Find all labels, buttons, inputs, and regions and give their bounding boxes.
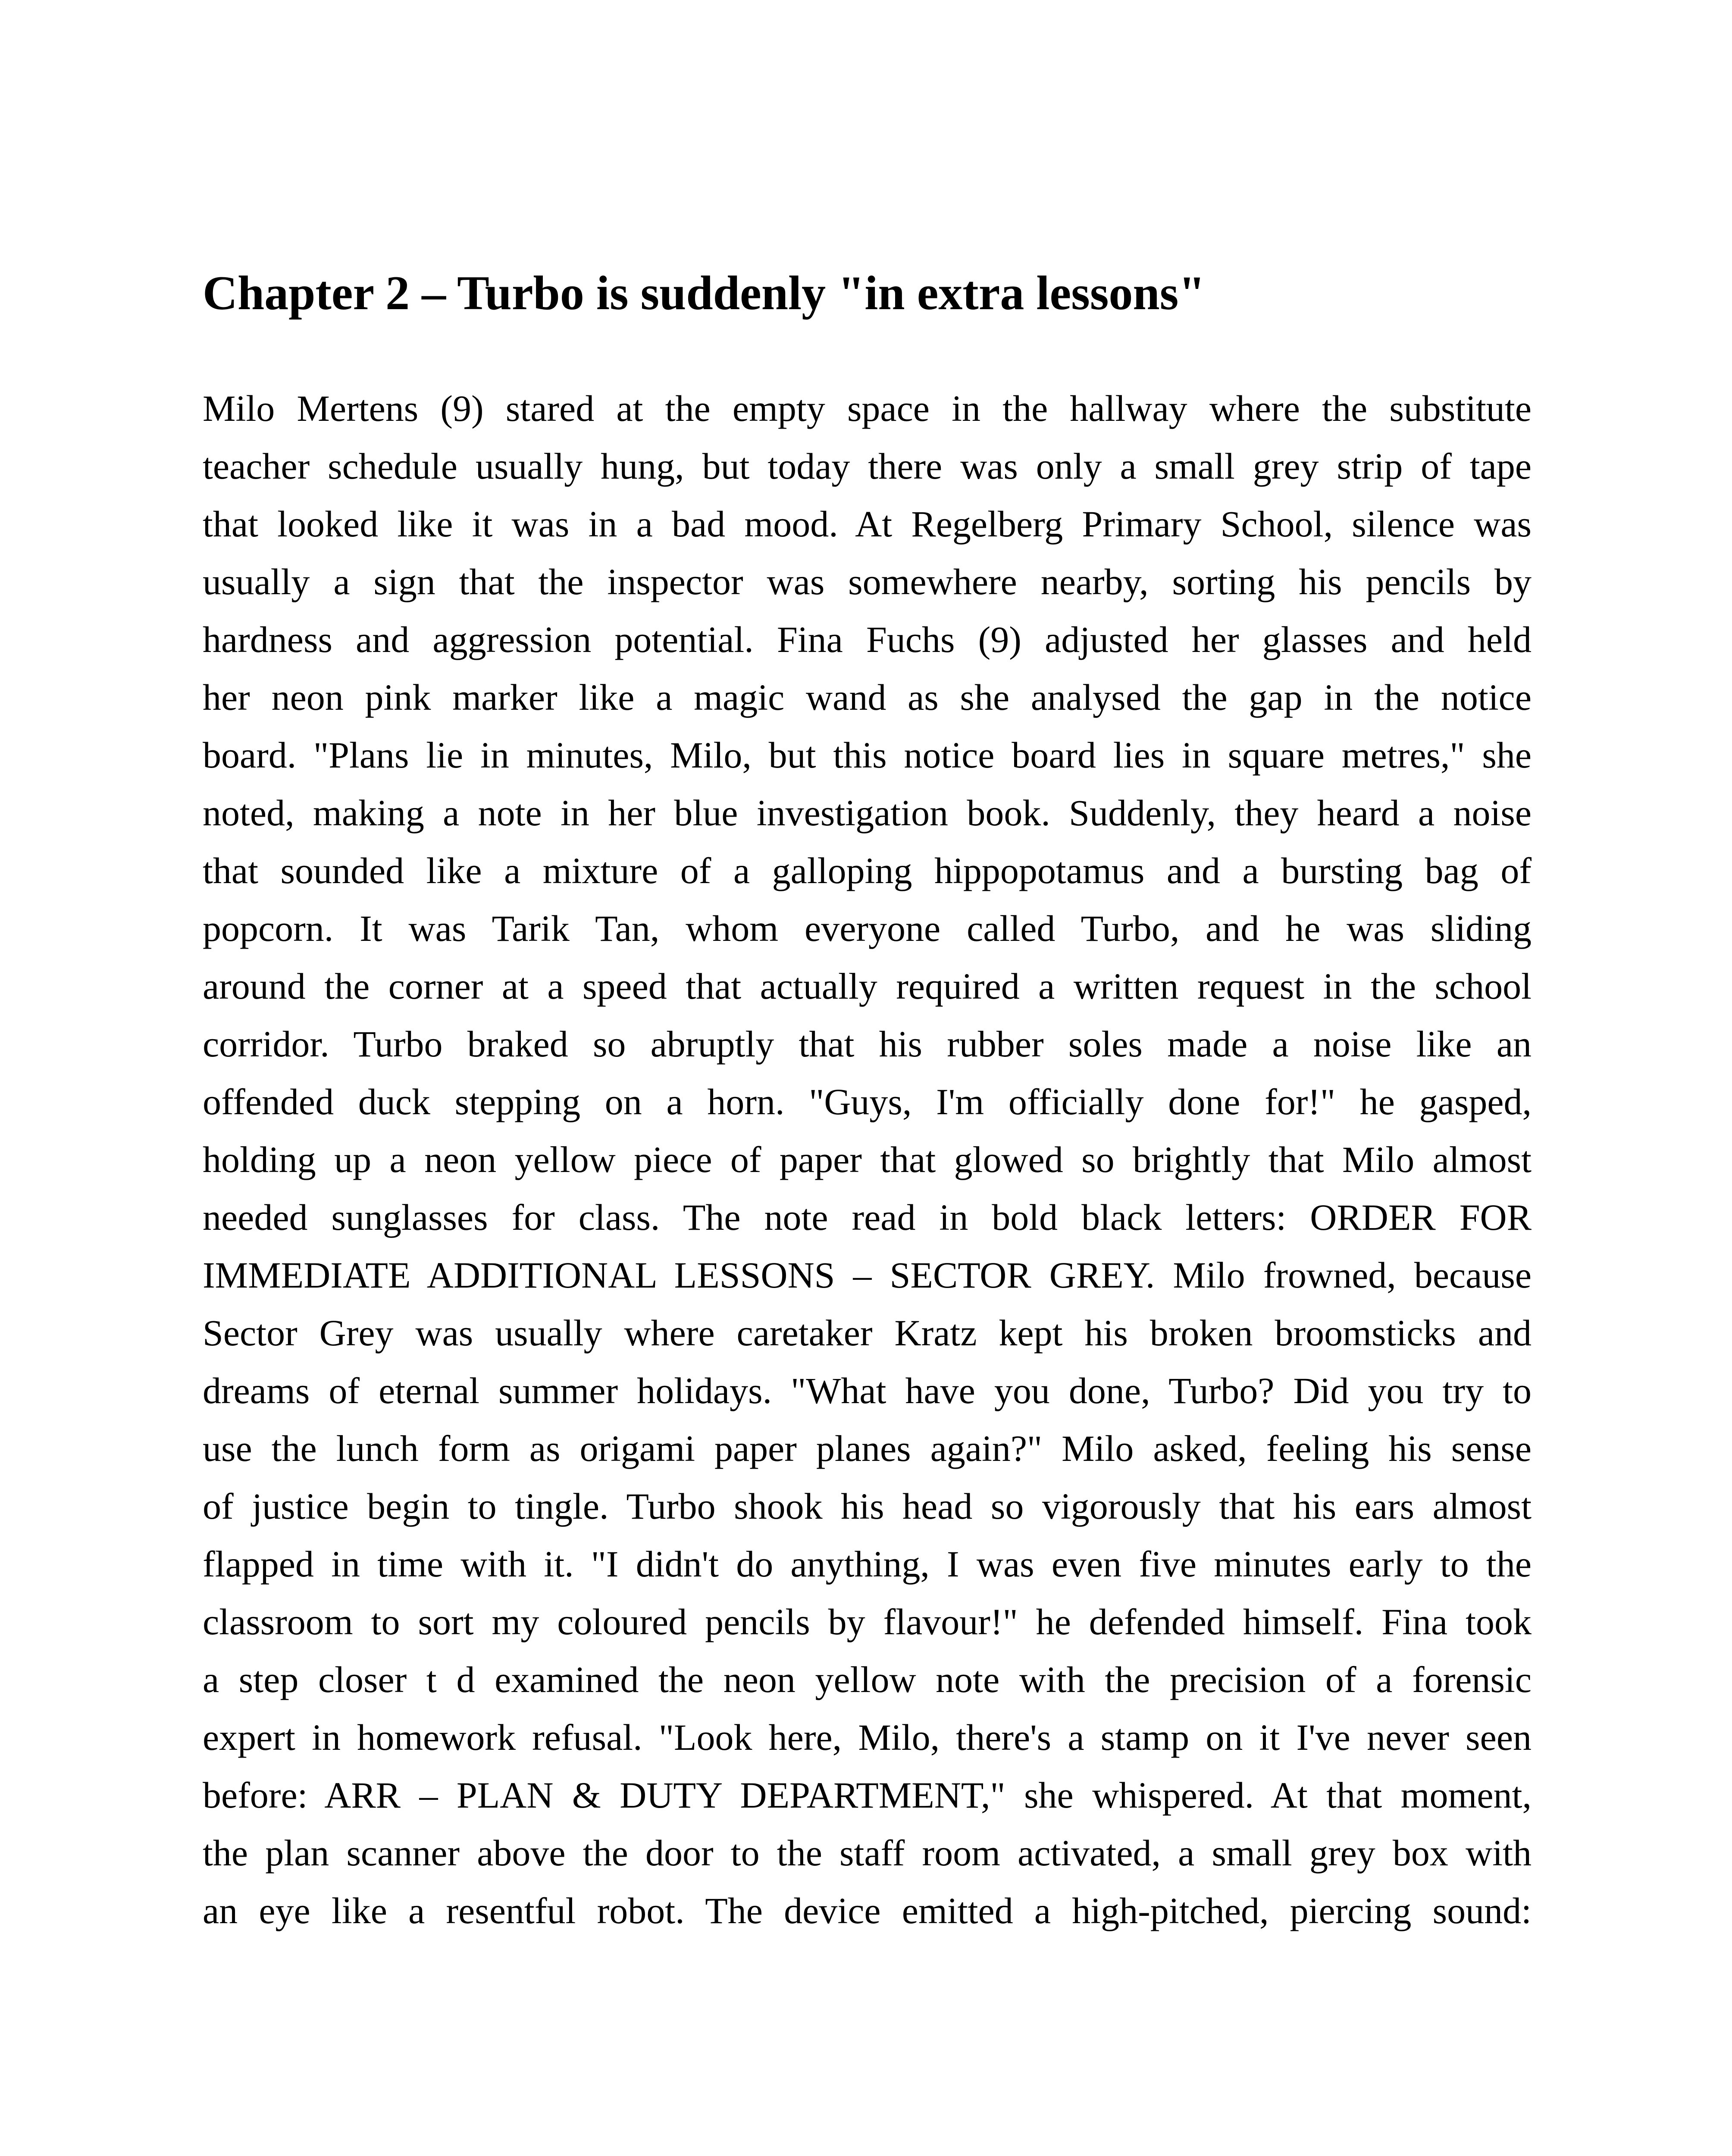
text-line: flapped in time with it. "I didn't do anything, I was even five minutes early to the (203, 1543, 1532, 1585)
text-line: before: ARR – PLAN & DUTY DEPARTMENT," she whispered. At that moment, (203, 1774, 1532, 1816)
text-line: Sector Grey was usually where caretaker Kratz kept his broken broomsticks and (203, 1312, 1532, 1354)
text-line: the plan scanner above the door to the staff room activated, a small grey box with (203, 1832, 1532, 1874)
text-line: use the lunch form as origami paper planes again?" Milo asked, feeling his sense (203, 1428, 1532, 1469)
chapter-title: Chapter 2 – Turbo is suddenly "in extra lessons" (203, 266, 1206, 320)
text-line: noted, making a note in her blue investigation book. Suddenly, they heard a noise (203, 792, 1532, 834)
text-line: offended duck stepping on a horn. "Guys, I'm officially done for!" he gasped, (203, 1081, 1532, 1122)
text-line: IMMEDIATE ADDITIONAL LESSONS – SECTOR GREY. Milo frowned, because (203, 1254, 1532, 1296)
text-line: her neon pink marker like a magic wand as she analysed the gap in the notice (203, 677, 1532, 718)
text-line: classroom to sort my coloured pencils by flavour!" he defended himself. Fina took (203, 1601, 1532, 1642)
text-line: hardness and aggression potential. Fina Fuchs (9) adjusted her glasses and held (203, 619, 1532, 660)
text-line: corridor. Turbo braked so abruptly that his rubber soles made a noise like an (203, 1023, 1532, 1065)
text-line: board. "Plans lie in minutes, Milo, but this notice board lies in square metres," she (203, 734, 1532, 776)
text-line: an eye like a resentful robot. The device emitted a high-pitched, piercing sound: (203, 1890, 1532, 1931)
body-paragraph (203, 379, 1532, 1940)
text-line: of justice begin to tingle. Turbo shook his head so vigorously that his ears almost (203, 1485, 1532, 1527)
text-line: that looked like it was in a bad mood. At Regelberg Primary School, silence was (203, 503, 1532, 545)
text-line: around the corner at a speed that actually required a written request in the school (203, 965, 1532, 1007)
text-line: dreams of eternal summer holidays. "What have you done, Turbo? Did you try to (203, 1370, 1532, 1411)
text-line: usually a sign that the inspector was somewhere nearby, sorting his pencils by (203, 561, 1532, 602)
text-line: needed sunglasses for class. The note read in bold black letters: ORDER FOR (203, 1197, 1532, 1238)
text-line: a step closer t d examined the neon yellow note with the precision of a forensic (203, 1659, 1532, 1700)
text-line: that sounded like a mixture of a galloping hippopotamus and a bursting bag of (203, 850, 1532, 891)
text-line: holding up a neon yellow piece of paper that glowed so brightly that Milo almost (203, 1139, 1532, 1180)
text-line: expert in homework refusal. "Look here, Milo, there's a stamp on it I've never seen (203, 1717, 1532, 1758)
text-line: teacher schedule usually hung, but today there was only a small grey strip of tape (203, 445, 1532, 487)
text-line: Milo Mertens (9) stared at the empty space in the hallway where the substitute (203, 388, 1532, 429)
text-line: popcorn. It was Tarik Tan, whom everyone called Turbo, and he was sliding (203, 908, 1532, 949)
